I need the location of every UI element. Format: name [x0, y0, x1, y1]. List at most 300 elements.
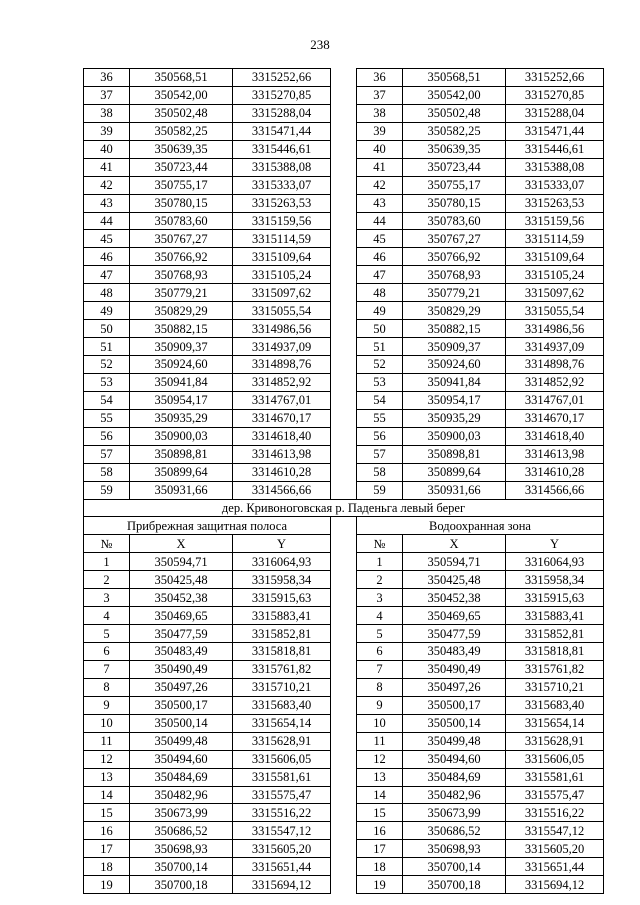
column-gap	[331, 176, 357, 194]
right-cell: 350900,03	[403, 427, 506, 445]
column-gap	[331, 750, 357, 768]
right-cell: 11	[357, 732, 403, 750]
right-cell: 350639,35	[403, 140, 506, 158]
right-cell: 59	[357, 481, 403, 499]
right-cell: 9	[357, 696, 403, 714]
table-row	[84, 356, 604, 374]
right-cell: 44	[357, 212, 403, 230]
right-cell: 350909,37	[403, 338, 506, 356]
left-cell: 350582,25	[130, 122, 233, 140]
right-cell: 350898,81	[403, 445, 506, 463]
left-cell: 3315683,40	[233, 696, 331, 714]
right-cell: 51	[357, 338, 403, 356]
table-row	[84, 589, 604, 607]
left-cell: 350768,93	[130, 266, 233, 284]
right-cell: 350924,60	[403, 356, 506, 374]
right-cell: 3315958,34	[506, 571, 604, 589]
right-cell: 350941,84	[403, 373, 506, 391]
right-cell: 3315683,40	[506, 696, 604, 714]
right-cell: 350594,71	[403, 553, 506, 571]
left-cell: 3315710,21	[233, 678, 331, 696]
left-cell: 350954,17	[130, 391, 233, 409]
left-cell: 5	[84, 625, 130, 643]
right-cell: 350469,65	[403, 607, 506, 625]
left-cell: 350686,52	[130, 822, 233, 840]
right-cell: 350766,92	[403, 248, 506, 266]
left-cell: 350639,35	[130, 140, 233, 158]
column-gap	[331, 356, 357, 374]
right-cell: 350483,49	[403, 643, 506, 661]
right-cell: 3315388,08	[506, 158, 604, 176]
table-row	[84, 140, 604, 158]
right-cell: 3315109,64	[506, 248, 604, 266]
left-cell: 2	[84, 571, 130, 589]
right-cell: 350829,29	[403, 302, 506, 320]
left-cell: 3315606,05	[233, 750, 331, 768]
left-cell: 3315105,24	[233, 266, 331, 284]
left-cell: 58	[84, 463, 130, 481]
left-cell: 3315055,54	[233, 302, 331, 320]
left-cell: 350779,21	[130, 284, 233, 302]
left-cell: 350469,65	[130, 607, 233, 625]
table-row	[84, 607, 604, 625]
right-cell: 350568,51	[403, 69, 506, 87]
left-cell: 350490,49	[130, 660, 233, 678]
left-cell: 3315654,14	[233, 714, 331, 732]
left-cell: 10	[84, 714, 130, 732]
table-row	[84, 69, 604, 87]
left-cell: 16	[84, 822, 130, 840]
left-cell: 8	[84, 678, 130, 696]
right-cell: 350954,17	[403, 391, 506, 409]
left-cell: 18	[84, 858, 130, 876]
right-cell: 47	[357, 266, 403, 284]
table-row	[84, 463, 604, 481]
right-cell: 3314898,76	[506, 356, 604, 374]
table-row	[84, 822, 604, 840]
right-cell: 3314670,17	[506, 409, 604, 427]
column-gap	[331, 858, 357, 876]
left-cell: 350494,60	[130, 750, 233, 768]
header-row	[84, 535, 604, 553]
column-gap	[331, 69, 357, 87]
left-cell: 17	[84, 840, 130, 858]
table-row	[84, 266, 604, 284]
right-cell: 40	[357, 140, 403, 158]
right-cell: 53	[357, 373, 403, 391]
right-cell: 350700,18	[403, 876, 506, 894]
table-row	[84, 158, 604, 176]
left-cell: 9	[84, 696, 130, 714]
right-header-y: Y	[506, 535, 604, 553]
column-gap	[331, 373, 357, 391]
right-cell: 16	[357, 822, 403, 840]
left-cell: 350899,64	[130, 463, 233, 481]
right-cell: 350779,21	[403, 284, 506, 302]
column-gap	[331, 768, 357, 786]
left-cell: 52	[84, 356, 130, 374]
table-row	[84, 750, 604, 768]
left-cell: 350542,00	[130, 86, 233, 104]
left-cell: 19	[84, 876, 130, 894]
left-cell: 37	[84, 86, 130, 104]
left-cell: 3315628,91	[233, 732, 331, 750]
right-cell: 350935,29	[403, 409, 506, 427]
left-cell: 350484,69	[130, 768, 233, 786]
left-cell: 3315270,85	[233, 86, 331, 104]
right-header-num: №	[357, 535, 403, 553]
left-cell: 350909,37	[130, 338, 233, 356]
right-cell: 12	[357, 750, 403, 768]
table-row	[84, 481, 604, 499]
right-cell: 350783,60	[403, 212, 506, 230]
left-cell: 350898,81	[130, 445, 233, 463]
left-cell: 350755,17	[130, 176, 233, 194]
right-cell: 350482,96	[403, 786, 506, 804]
left-header-y: Y	[233, 535, 331, 553]
right-cell: 14	[357, 786, 403, 804]
right-cell: 45	[357, 230, 403, 248]
table-row	[84, 212, 604, 230]
right-cell: 350698,93	[403, 840, 506, 858]
right-cell: 3314613,98	[506, 445, 604, 463]
column-gap	[331, 140, 357, 158]
right-cell: 2	[357, 571, 403, 589]
table-row	[84, 248, 604, 266]
left-cell: 39	[84, 122, 130, 140]
right-cell: 3	[357, 589, 403, 607]
column-gap	[331, 481, 357, 499]
right-cell: 350452,38	[403, 589, 506, 607]
right-cell: 3314767,01	[506, 391, 604, 409]
left-cell: 3315915,63	[233, 589, 331, 607]
right-cell: 57	[357, 445, 403, 463]
left-cell: 350931,66	[130, 481, 233, 499]
left-cell: 3314610,28	[233, 463, 331, 481]
left-cell: 44	[84, 212, 130, 230]
left-cell: 350780,15	[130, 194, 233, 212]
right-cell: 3314986,56	[506, 320, 604, 338]
table-row	[84, 86, 604, 104]
left-cell: 3314986,56	[233, 320, 331, 338]
left-cell: 3315651,44	[233, 858, 331, 876]
table-row	[84, 427, 604, 445]
right-cell: 56	[357, 427, 403, 445]
left-cell: 57	[84, 445, 130, 463]
right-cell: 3315446,61	[506, 140, 604, 158]
left-cell: 3314767,01	[233, 391, 331, 409]
left-cell: 51	[84, 338, 130, 356]
column-gap	[331, 517, 357, 535]
column-gap	[331, 786, 357, 804]
left-cell: 3315694,12	[233, 876, 331, 894]
right-cell: 3315547,12	[506, 822, 604, 840]
right-cell: 41	[357, 158, 403, 176]
table-row	[84, 768, 604, 786]
left-cell: 53	[84, 373, 130, 391]
right-cell: 17	[357, 840, 403, 858]
left-cell: 3315446,61	[233, 140, 331, 158]
right-cell: 350755,17	[403, 176, 506, 194]
left-cell: 3315818,81	[233, 643, 331, 661]
left-cell: 48	[84, 284, 130, 302]
left-cell: 350882,15	[130, 320, 233, 338]
table-row	[84, 678, 604, 696]
right-cell: 3315055,54	[506, 302, 604, 320]
column-gap	[331, 194, 357, 212]
column-gap	[331, 338, 357, 356]
right-cell: 350477,59	[403, 625, 506, 643]
column-gap	[331, 463, 357, 481]
right-cell: 3315852,81	[506, 625, 604, 643]
table-row	[84, 338, 604, 356]
right-cell: 3315114,59	[506, 230, 604, 248]
right-cell: 3315516,22	[506, 804, 604, 822]
column-gap	[331, 643, 357, 661]
right-cell: 3315651,44	[506, 858, 604, 876]
table-row	[84, 122, 604, 140]
right-cell: 350497,26	[403, 678, 506, 696]
table-row	[84, 391, 604, 409]
right-cell: 19	[357, 876, 403, 894]
left-cell: 3314618,40	[233, 427, 331, 445]
table-row	[84, 571, 604, 589]
right-cell: 3315694,12	[506, 876, 604, 894]
left-cell: 13	[84, 768, 130, 786]
column-gap	[331, 660, 357, 678]
left-cell: 55	[84, 409, 130, 427]
right-cell: 3315581,61	[506, 768, 604, 786]
table-row	[84, 194, 604, 212]
right-cell: 3315818,81	[506, 643, 604, 661]
table-row	[84, 696, 604, 714]
coordinates-table	[83, 68, 604, 894]
column-gap	[331, 122, 357, 140]
column-gap	[331, 625, 357, 643]
right-cell: 3315288,04	[506, 104, 604, 122]
column-gap	[331, 804, 357, 822]
left-cell: 350700,18	[130, 876, 233, 894]
column-gap	[331, 589, 357, 607]
left-cell: 3314670,17	[233, 409, 331, 427]
right-cell: 48	[357, 284, 403, 302]
left-cell: 350767,27	[130, 230, 233, 248]
left-cell: 3315761,82	[233, 660, 331, 678]
table-row	[84, 302, 604, 320]
left-cell: 350425,48	[130, 571, 233, 589]
column-gap	[331, 391, 357, 409]
right-cell: 3315270,85	[506, 86, 604, 104]
column-gap	[331, 320, 357, 338]
left-cell: 350497,26	[130, 678, 233, 696]
left-cell: 14	[84, 786, 130, 804]
right-cell: 3315883,41	[506, 607, 604, 625]
table-row	[84, 732, 604, 750]
right-cell: 5	[357, 625, 403, 643]
group-title-row	[84, 517, 604, 535]
right-cell: 350673,99	[403, 804, 506, 822]
column-gap	[331, 876, 357, 894]
right-cell: 42	[357, 176, 403, 194]
table-row	[84, 104, 604, 122]
left-cell: 3315159,56	[233, 212, 331, 230]
column-gap	[331, 696, 357, 714]
left-cell: 3314613,98	[233, 445, 331, 463]
right-cell: 6	[357, 643, 403, 661]
left-cell: 50	[84, 320, 130, 338]
left-cell: 42	[84, 176, 130, 194]
left-cell: 3315114,59	[233, 230, 331, 248]
left-cell: 3315958,34	[233, 571, 331, 589]
column-gap	[331, 212, 357, 230]
table-row	[84, 320, 604, 338]
left-cell: 1	[84, 553, 130, 571]
right-cell: 3314937,09	[506, 338, 604, 356]
right-cell: 350500,17	[403, 696, 506, 714]
left-cell: 350673,99	[130, 804, 233, 822]
left-cell: 350829,29	[130, 302, 233, 320]
right-cell: 350494,60	[403, 750, 506, 768]
right-cell: 350484,69	[403, 768, 506, 786]
left-cell: 36	[84, 69, 130, 87]
location-row	[84, 499, 604, 517]
right-cell: 3315252,66	[506, 69, 604, 87]
right-cell: 3314566,66	[506, 481, 604, 499]
right-cell: 37	[357, 86, 403, 104]
table-row	[84, 876, 604, 894]
right-cell: 350780,15	[403, 194, 506, 212]
right-cell: 350499,48	[403, 732, 506, 750]
left-cell: 3315883,41	[233, 607, 331, 625]
left-cell: 350477,59	[130, 625, 233, 643]
left-cell: 54	[84, 391, 130, 409]
right-cell: 3315097,62	[506, 284, 604, 302]
table-row	[84, 445, 604, 463]
right-cell: 3315710,21	[506, 678, 604, 696]
right-cell: 46	[357, 248, 403, 266]
right-cell: 3315654,14	[506, 714, 604, 732]
left-cell: 45	[84, 230, 130, 248]
left-cell: 46	[84, 248, 130, 266]
right-cell: 52	[357, 356, 403, 374]
column-gap	[331, 678, 357, 696]
right-cell: 15	[357, 804, 403, 822]
right-cell: 7	[357, 660, 403, 678]
left-cell: 350924,60	[130, 356, 233, 374]
left-cell: 3314898,76	[233, 356, 331, 374]
left-cell: 43	[84, 194, 130, 212]
column-gap	[331, 230, 357, 248]
column-gap	[331, 86, 357, 104]
right-cell: 3315575,47	[506, 786, 604, 804]
table-row	[84, 714, 604, 732]
right-cell: 350700,14	[403, 858, 506, 876]
right-cell: 3315761,82	[506, 660, 604, 678]
left-cell: 350483,49	[130, 643, 233, 661]
left-cell: 3315605,20	[233, 840, 331, 858]
column-gap	[331, 284, 357, 302]
left-cell: 49	[84, 302, 130, 320]
right-cell: 8	[357, 678, 403, 696]
right-cell: 38	[357, 104, 403, 122]
right-cell: 3316064,93	[506, 553, 604, 571]
left-cell: 350452,38	[130, 589, 233, 607]
right-cell: 350542,00	[403, 86, 506, 104]
right-cell: 10	[357, 714, 403, 732]
left-group-title: Прибрежная защитная полоса	[84, 517, 331, 535]
left-cell: 350783,60	[130, 212, 233, 230]
right-cell: 350686,52	[403, 822, 506, 840]
right-cell: 3315105,24	[506, 266, 604, 284]
right-cell: 1	[357, 553, 403, 571]
right-cell: 350425,48	[403, 571, 506, 589]
left-header-num: №	[84, 535, 130, 553]
left-cell: 3315575,47	[233, 786, 331, 804]
left-cell: 350698,93	[130, 840, 233, 858]
column-gap	[331, 427, 357, 445]
column-gap	[331, 732, 357, 750]
column-gap	[331, 104, 357, 122]
left-cell: 3315471,44	[233, 122, 331, 140]
right-cell: 58	[357, 463, 403, 481]
right-cell: 3315333,07	[506, 176, 604, 194]
left-cell: 6	[84, 643, 130, 661]
column-gap	[331, 840, 357, 858]
left-cell: 3315333,07	[233, 176, 331, 194]
right-cell: 36	[357, 69, 403, 87]
table-row	[84, 804, 604, 822]
left-cell: 3315109,64	[233, 248, 331, 266]
right-cell: 3315159,56	[506, 212, 604, 230]
column-gap	[331, 158, 357, 176]
right-cell: 350931,66	[403, 481, 506, 499]
left-cell: 3315547,12	[233, 822, 331, 840]
left-cell: 3315852,81	[233, 625, 331, 643]
left-cell: 3315288,04	[233, 104, 331, 122]
left-cell: 350568,51	[130, 69, 233, 87]
left-cell: 350941,84	[130, 373, 233, 391]
right-cell: 50	[357, 320, 403, 338]
right-cell: 18	[357, 858, 403, 876]
column-gap	[331, 266, 357, 284]
column-gap	[331, 409, 357, 427]
right-group-title: Водоохранная зона	[357, 517, 604, 535]
table-row	[84, 786, 604, 804]
left-cell: 350594,71	[130, 553, 233, 571]
left-cell: 350482,96	[130, 786, 233, 804]
left-cell: 350500,17	[130, 696, 233, 714]
right-cell: 3315628,91	[506, 732, 604, 750]
table-row	[84, 643, 604, 661]
column-gap	[331, 535, 357, 553]
right-cell: 350582,25	[403, 122, 506, 140]
right-cell: 350768,93	[403, 266, 506, 284]
left-cell: 350900,03	[130, 427, 233, 445]
left-cell: 3315097,62	[233, 284, 331, 302]
right-cell: 13	[357, 768, 403, 786]
left-cell: 59	[84, 481, 130, 499]
left-cell: 3315581,61	[233, 768, 331, 786]
right-cell: 4	[357, 607, 403, 625]
right-cell: 3315915,63	[506, 589, 604, 607]
table-row	[84, 553, 604, 571]
left-cell: 12	[84, 750, 130, 768]
right-cell: 350500,14	[403, 714, 506, 732]
left-cell: 7	[84, 660, 130, 678]
right-cell: 3314852,92	[506, 373, 604, 391]
table-row	[84, 858, 604, 876]
left-cell: 350723,44	[130, 158, 233, 176]
